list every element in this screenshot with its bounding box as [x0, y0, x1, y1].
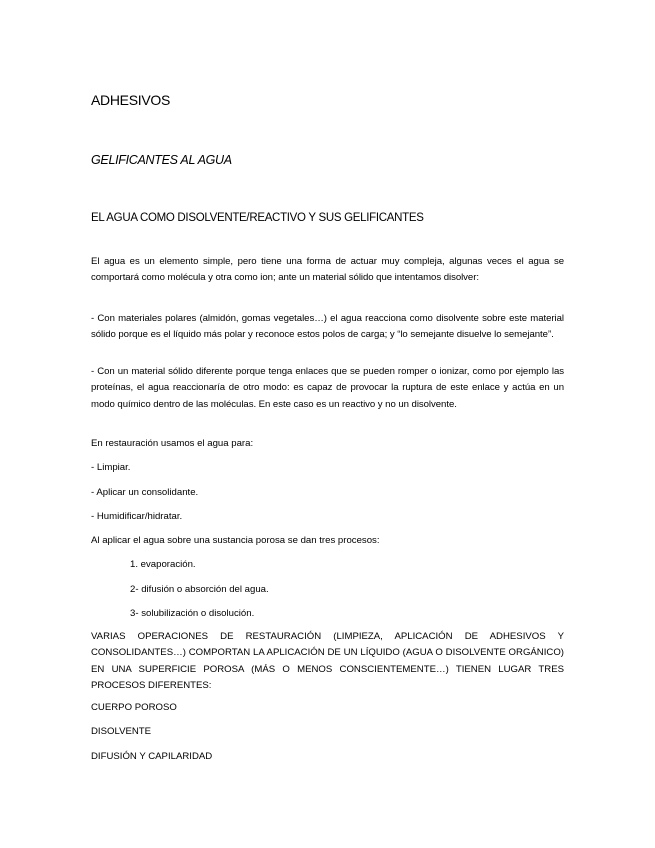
paragraph-intro: El agua es un elemento simple, pero tiene una forma de actuar muy compleja, algunas veces el agua se comportará como molécula y otra como ion; ante un material sólido que intentamos disolver: [91, 256, 564, 284]
list-item-use: - Humidificar/hidratar. [91, 511, 183, 522]
processes-intro: Al aplicar el agua sobre una sustancia porosa se dan tres procesos: [91, 535, 380, 546]
paragraph-solid-materials: - Con un material sólido diferente porque tenga enlaces que se pueden romper o ionizar, como por ejemplo las proteínas, el agua reaccionaría de otro modo: es capaz de provocar la ruptura de este enlace y actúa en un modo químico dentro de las moléculas. En este caso es un reactivo y no un disolvente. [91, 366, 564, 410]
section-heading: EL AGUA COMO DISOLVENTE/REACTIVO Y SUS GELIFICANTES [91, 212, 424, 224]
list-item-process: 3- solubilización o disolución. [130, 608, 255, 619]
paragraph-polar-materials: - Con materiales polares (almidón, gomas vegetales…) el agua reacciona como disolvente sobre este material sólido porque es el líquido más polar y reconoce estos polos de carga; y “lo semejante disuelve lo semejante”. [91, 313, 564, 341]
list-item-process: 1. evaporación. [130, 559, 196, 570]
list-item-process: 2- difusión o absorción del agua. [130, 584, 269, 595]
list-item-caps: DISOLVENTE [91, 726, 152, 737]
document-title: ADHESIVOS [91, 92, 170, 108]
caps-paragraph: VARIAS OPERACIONES DE RESTAURACIÓN (LIMPIEZA, APLICACIÓN DE ADHESIVOS Y CONSOLIDANTES…) COMPORTAN LA APLICACIÓN DE UN LÍQUIDO (AGUA O DISOLVENTE ORGÁNICO) EN UNA SUPERFICIE POROSA (MÁS O MENOS CONSCIENTEMENTE…) TIENEN LUGAR TRES PROCESOS DIFERENTES: [91, 631, 564, 691]
uses-intro: En restauración usamos el agua para: [91, 438, 254, 449]
list-item-use: - Aplicar un consolidante. [91, 487, 199, 498]
list-item-caps: CUERPO POROSO [91, 702, 177, 713]
document-subtitle: GELIFICANTES AL AGUA [91, 153, 232, 167]
list-item-caps: DIFUSIÓN Y CAPILARIDAD [91, 751, 213, 762]
list-item-use: - Limpiar. [91, 462, 131, 473]
